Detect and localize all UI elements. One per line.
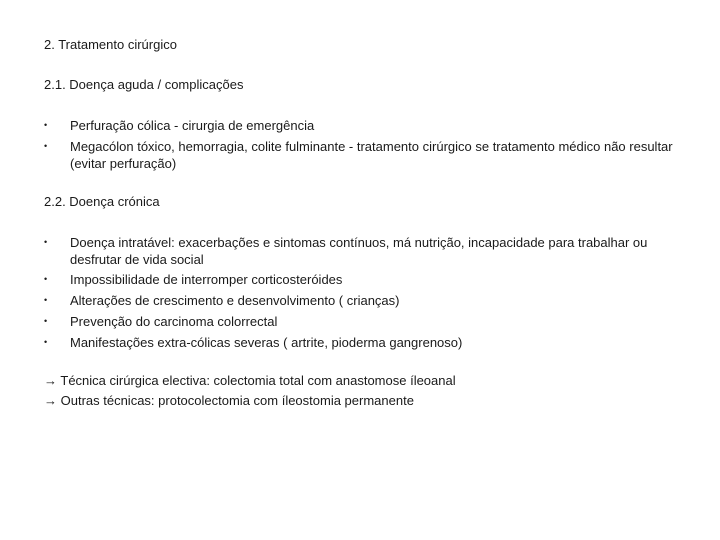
bullet-icon: • [44, 295, 48, 305]
list-item [44, 138, 684, 172]
subsection-2-title: 2.2. Doença crónica [44, 194, 160, 209]
list-item [44, 313, 684, 330]
list-item-text: Prevenção do carcinoma colorrectal [70, 314, 278, 329]
list-item [44, 234, 684, 268]
bullet-icon: • [44, 141, 48, 151]
bullet-icon: • [44, 120, 48, 130]
list-item-text: Manifestações extra-cólicas severas ( artrite, pioderma gangrenoso) [70, 335, 463, 350]
list-item [44, 117, 684, 134]
list-item-text: Impossibilidade de interromper corticosteróides [70, 272, 343, 287]
bullet-icon: • [44, 337, 48, 347]
list-item [44, 271, 684, 288]
conclusion-other-techniques: → Outras técnicas: protocolectomia com íleostomia permanente [44, 393, 414, 408]
list-item-text: Doença intratável: exacerbações e sintomas contínuos, má nutrição, incapacidade para trabalhar ou desfrutar de vida social [70, 235, 648, 267]
list-item [44, 334, 684, 351]
list-item-text: Perfuração cólica - cirurgia de emergência [70, 118, 315, 133]
list-item-text: Megacólon tóxico, hemorragia, colite fulminante - tratamento cirúrgico se tratamento médico não resultar (evitar perfuração) [70, 139, 673, 171]
bullet-icon: • [44, 274, 48, 284]
subsection-2-list [44, 234, 684, 355]
list-item [44, 292, 684, 309]
bullet-icon: • [44, 316, 48, 326]
conclusion-elective-technique: → Técnica cirúrgica electiva: colectomia total com anastomose íleoanal [44, 373, 456, 388]
bullet-icon: • [44, 237, 48, 247]
subsection-1-list [44, 117, 684, 176]
list-item-text: Alterações de crescimento e desenvolvimento ( crianças) [70, 293, 400, 308]
section-title: 2. Tratamento cirúrgico [44, 37, 177, 52]
subsection-1-title: 2.1. Doença aguda / complicações [44, 77, 244, 92]
